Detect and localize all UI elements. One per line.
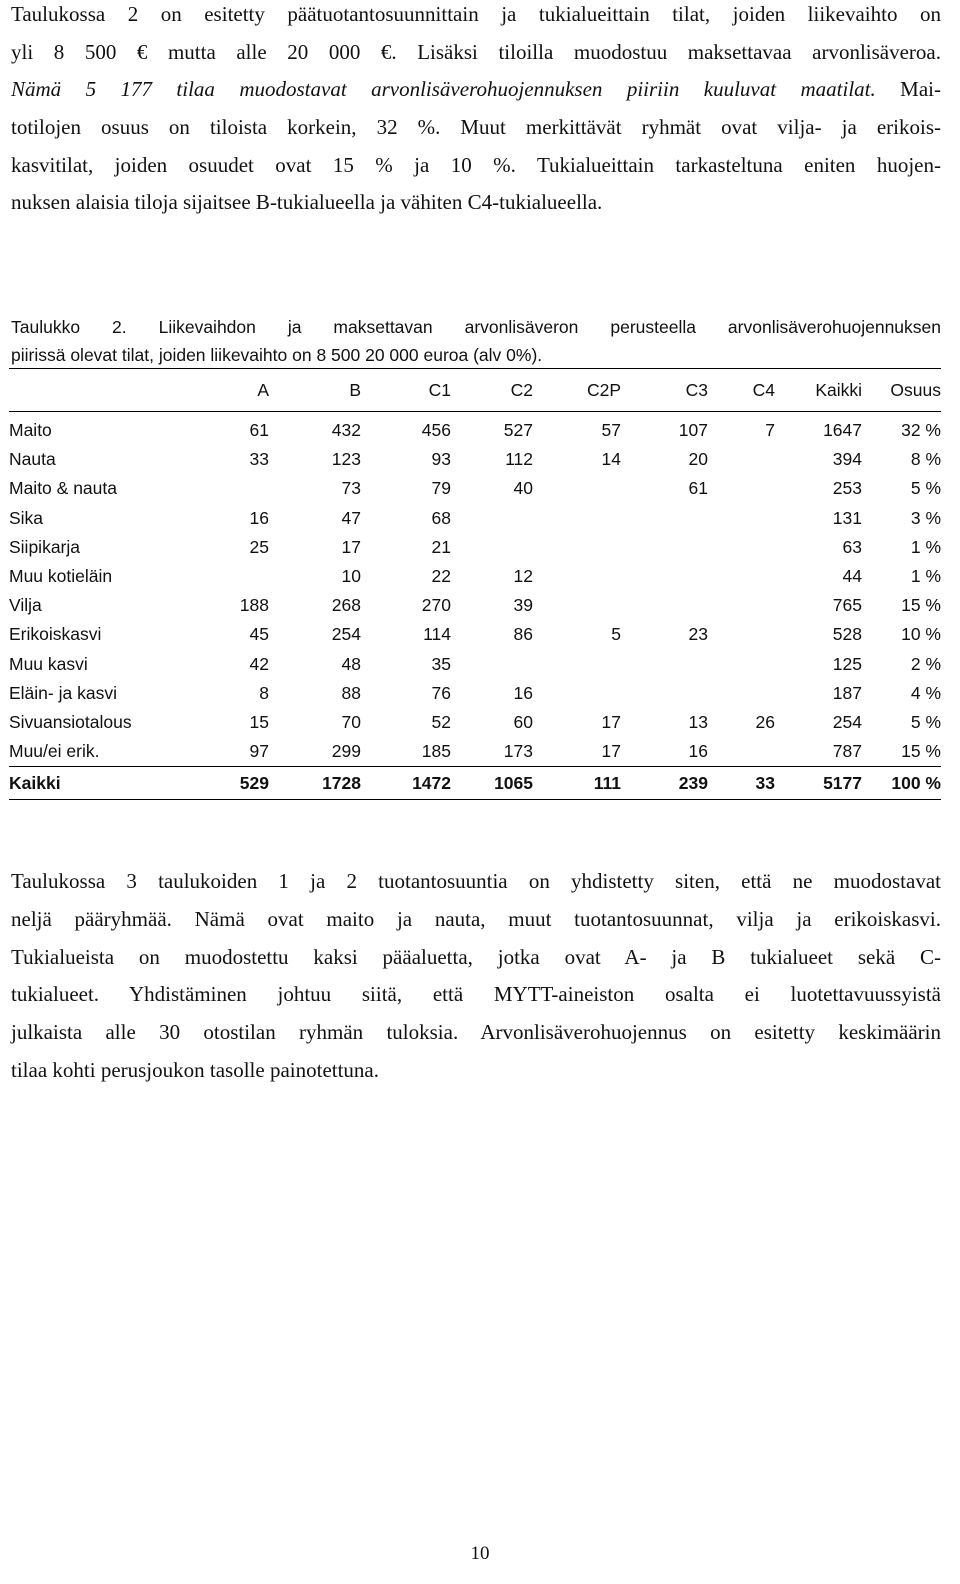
column-header: C1 [428,379,451,400]
table-cell: 93 [431,449,451,470]
table-cell: 63 [842,536,862,557]
table-cell: 15 % [901,595,941,616]
table-cell: 70 [341,711,361,732]
table-cell [621,650,708,679]
table-cell [708,562,775,591]
table-cell: 23 [688,624,708,645]
table-cell [533,591,621,620]
table-cell: 12 [513,566,533,587]
table-cell: 61 [688,478,708,499]
table-cell [533,533,621,562]
table-cell: 123 [331,449,361,470]
table-cell [708,474,775,503]
total-cell: 5177 [823,772,862,793]
paragraph-line: Taulukossa 3 taulukoiden 1 ja 2 tuotantosuuntia on yhdistetty siten, että ne muodostavat [11,869,941,893]
row-label: Maito [9,420,52,441]
table-cell [708,533,775,562]
table-cell: 57 [601,420,621,441]
table-cell [708,737,775,767]
column-header: C3 [685,379,708,400]
table-cell: 15 [249,711,269,732]
table-body [9,412,941,800]
paragraph-line: Tukialueista on muodostettu kaksi pääaluetta, jotka ovat A- ja B tukialueet sekä C- [11,944,941,969]
paragraph-line: yli 8 500 € mutta alle 20 000 €. Lisäksi tiloilla muodostuu maksettavaa arvonlisäveroa. [11,39,941,64]
table-cell: 22 [431,566,451,587]
paragraph-line: totilojen osuus on tiloista korkein, 32 %. Muut merkittävät ryhmät ovat vilja- ja erikois- [11,115,941,140]
table-cell [533,504,621,533]
table-cell: 125 [832,653,862,674]
total-cell: 1472 [412,772,451,793]
table-cell: 188 [239,595,269,616]
paragraph-line [11,71,941,109]
table-cell: 35 [431,653,451,674]
table-cell: 73 [341,478,361,499]
table-row [9,474,941,503]
table-cell: 3 % [910,507,941,528]
table-cell [533,562,621,591]
table-cell: 68 [431,507,451,528]
total-cell: 33 [755,772,775,793]
total-cell: 1728 [322,772,361,793]
table-cell: 42 [249,653,269,674]
table-cell [708,620,775,649]
table-row [9,591,941,620]
total-cell: 1065 [494,772,533,793]
table-row [9,679,941,708]
row-label: Sika [9,507,44,528]
paragraph-summary [11,863,941,1090]
row-label: Muu/ei erik. [9,741,100,762]
table-row [9,533,941,562]
table-header-row [9,369,941,412]
table-cell: 5 [611,624,621,645]
table-cell: 60 [513,711,533,732]
table-cell: 32 % [901,420,941,441]
table-row [9,445,941,474]
column-header: C2 [510,379,533,400]
table-row [9,650,941,679]
table-row [9,620,941,649]
table-cell: 4 % [910,682,941,703]
paragraph-line-rest: Mai- [875,77,941,102]
paragraph-line: neljä pääryhmää. Nämä ovat maito ja nauta, muut tuotantosuunnat, vilja ja erikoiskasvi. [11,906,941,931]
table-cell [451,504,533,533]
table-cell: 107 [678,420,708,441]
table-cell: 20 [688,449,708,470]
page-number: 10 [470,1543,490,1564]
table-cell: 25 [249,536,269,557]
table-row [9,412,941,446]
table-row [9,562,941,591]
table-cell: 112 [505,449,533,470]
total-cell: 111 [593,772,621,793]
table-cell: 8 [259,682,269,703]
column-header: Kaikki [815,379,862,400]
column-header: A [257,379,269,400]
table-cell: 15 % [901,741,941,762]
table-cell: 16 [249,507,269,528]
column-header: B [349,379,361,400]
table-cell [533,650,621,679]
table-cell: 185 [421,741,451,762]
table-cell: 5 % [910,711,941,732]
table-cell: 13 [688,711,708,732]
total-cell: 529 [239,772,269,793]
paragraph-line: tukialueet. Yhdistäminen johtuu siitä, että MYTT-aineiston osalta ei luotettavuussyistä [11,982,941,1007]
table-cell [621,562,708,591]
table-cell: 131 [832,507,862,528]
table-cell: 76 [431,682,451,703]
table-cell: 432 [331,420,361,441]
table-cell: 17 [601,711,621,732]
table-cell: 5 % [910,478,941,499]
table-cell: 270 [421,595,451,616]
table-cell: 528 [832,624,862,645]
table-cell [708,591,775,620]
total-label: Kaikki [9,772,61,793]
table-cell [177,562,269,591]
italic-sentence: Nämä 5 177 tilaa muodostavat arvonlisäverohuojennuksen piiriin kuuluvat maatilat. [11,77,876,102]
column-header [9,369,177,412]
table-cell: 33 [249,449,269,470]
total-cell: 100 % [891,772,941,793]
caption-line: Taulukko 2. Liikevaihdon ja maksettavan arvonlisäveron perusteella arvonlisäverohuojennuksen [11,317,941,337]
row-label: Erikoiskasvi [9,624,102,645]
column-header: C4 [752,379,775,400]
row-label: Nauta [9,449,56,470]
table-row [9,708,941,737]
table-cell: 394 [832,449,862,470]
row-label: Muu kasvi [9,653,88,674]
paragraph-line: nuksen alaisia tiloja sijaitsee B-tukialueella ja vähiten C4-tukialueella. [11,190,603,215]
table-cell: 1647 [823,420,862,441]
table-cell [708,679,775,708]
row-label: Maito & nauta [9,478,117,499]
paragraph-line: tilaa kohti perusjoukon tasolle painotettuna. [11,1057,380,1082]
table-cell: 14 [601,449,621,470]
table-cell [621,533,708,562]
table-cell: 268 [331,595,361,616]
table-cell: 1 % [910,566,941,587]
table-caption [11,313,941,369]
table-cell [177,474,269,503]
table-cell [708,650,775,679]
table-cell: 61 [249,420,269,441]
paragraph-line: kasvitilat, joiden osuudet ovat 15 % ja 10 %. Tukialueittain tarkasteltuna eniten huojen- [11,152,941,177]
table-cell: 16 [513,682,533,703]
table-cell: 254 [832,711,862,732]
total-cell: 239 [678,772,708,793]
table-cell: 52 [431,711,451,732]
table-cell: 39 [513,595,533,616]
row-label: Eläin- ja kasvi [9,682,117,703]
table-row [9,504,941,533]
table-cell: 86 [513,624,533,645]
table-cell: 97 [249,741,269,762]
table-cell [621,679,708,708]
table-cell: 26 [755,711,775,732]
table-cell: 456 [421,420,451,441]
table-cell: 21 [431,536,451,557]
table-cell: 10 % [901,624,941,645]
paragraph-line: julkaista alle 30 otostilan ryhmän tuloksia. Arvonlisäverohuojennus on esitetty keskimäärin [11,1020,941,1045]
table-cell: 47 [341,507,361,528]
table-cell [708,445,775,474]
table-cell: 765 [832,595,862,616]
table-cell [708,504,775,533]
table-cell: 114 [423,624,451,645]
table-cell: 48 [341,653,361,674]
table-cell: 10 [341,566,361,587]
paragraph-line: Taulukossa 2 on esitetty päätuotantosuunnittain ja tukialueittain tilat, joiden liikevaihto on [11,2,941,26]
table-cell: 2 % [910,653,941,674]
table-cell: 45 [249,624,269,645]
table-cell: 44 [842,566,862,587]
table-cell: 299 [331,741,361,762]
paragraph-intro [11,0,941,222]
table-cell: 16 [688,741,708,762]
table-cell [621,591,708,620]
row-label: Vilja [9,595,42,616]
table-cell: 1 % [910,536,941,557]
table-row [9,737,941,767]
table-cell: 187 [832,682,862,703]
row-label: Siipikarja [9,536,80,557]
table-cell [621,504,708,533]
table-cell [451,533,533,562]
column-header: Osuus [890,379,941,400]
table-cell: 17 [601,741,621,762]
column-header: C2P [586,379,621,400]
table-cell: 88 [341,682,361,703]
data-table [9,368,941,800]
table-cell: 254 [331,624,361,645]
table-cell: 40 [513,478,533,499]
table-cell: 7 [765,420,775,441]
table-cell: 527 [503,420,533,441]
table-cell: 173 [503,741,533,762]
table-cell [451,650,533,679]
table-cell: 253 [832,478,862,499]
table-cell [533,474,621,503]
row-label: Sivuansiotalous [9,711,132,732]
table-total-row [9,767,941,800]
table-cell: 787 [832,741,862,762]
row-label: Muu kotieläin [9,566,113,587]
caption-line: piirissä olevat tilat, joiden liikevaihto on 8 500 20 000 euroa (alv 0%). [11,345,543,365]
table-cell: 17 [341,536,361,557]
table-cell: 8 % [910,449,941,470]
table-cell [533,679,621,708]
table-cell: 79 [431,478,451,499]
